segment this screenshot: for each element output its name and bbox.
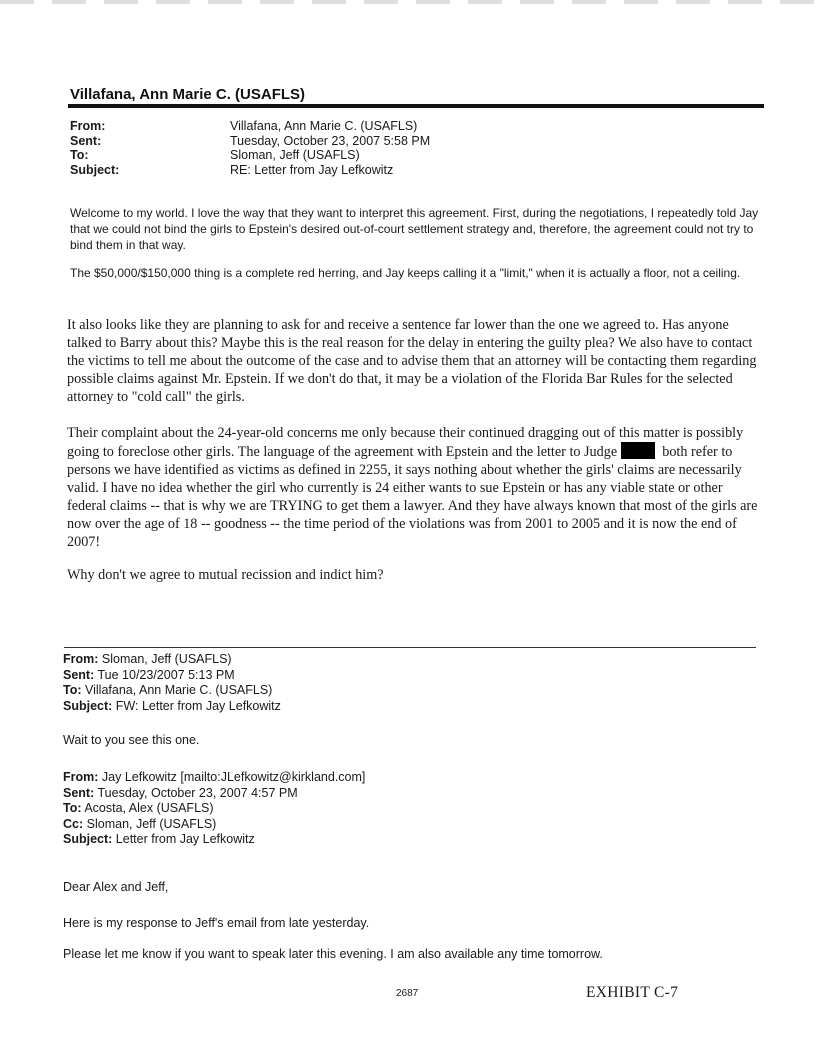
forward2-to-row xyxy=(63,801,365,817)
forward1-from-label: From: xyxy=(63,652,99,666)
header-sent-row xyxy=(70,134,430,149)
forward1-subject-label: Subject: xyxy=(63,698,113,713)
redaction-block xyxy=(621,442,655,459)
from-value: Villafana, Ann Marie C. (USAFLS) xyxy=(230,119,418,133)
forward1-sent-label: Sent: xyxy=(63,667,95,682)
forward2-subject-row xyxy=(63,832,365,848)
forward2-from-label: From: xyxy=(63,770,99,784)
forward2-from-row xyxy=(63,770,365,786)
forward-divider xyxy=(64,647,756,648)
forward2-sent-row xyxy=(63,786,365,802)
forward2-cc-value: Sloman, Jeff (USAFLS) xyxy=(86,816,217,831)
to-value: Sloman, Jeff (USAFLS) xyxy=(230,148,360,162)
header-to-row xyxy=(70,148,430,163)
body-paragraph-4 xyxy=(67,424,763,551)
forward2-line-1: Here is my response to Jeff's email from late yesterday. xyxy=(63,916,370,930)
paragraph-4-after-redaction: both refer to persons we have identified as victims as defined in 2255, it says nothing about whether the girls' claims are necessarily valid. I have no idea whether the girl who currently is 24 either wants to sue Epstein or has any viable state or other federal claims -- that is why we are TRYING to get them a lawyer. And they have always known that most of the girls are now over the age of 18 -- goodness -- the time period of the violations was from 2001 to 2005 and it is now the end of 2007! xyxy=(67,444,758,550)
forward1-from-row xyxy=(63,652,281,668)
forward1-to-row xyxy=(63,683,281,699)
forward2-from-value: Jay Lefkowitz [mailto:JLefkowitz@kirkland.com] xyxy=(101,770,366,784)
body-paragraph-2: The $50,000/$150,000 thing is a complete red herring, and Jay keeps calling it a "limit," when it is actually a floor, not a ceiling. xyxy=(70,266,741,280)
subject-value: RE: Letter from Jay Lefkowitz xyxy=(230,162,394,177)
forward1-to-value: Villafana, Ann Marie C. (USAFLS) xyxy=(85,683,273,697)
forward2-subject-label: Subject: xyxy=(63,832,113,846)
forward2-header xyxy=(63,770,365,848)
forward1-body: Wait to you see this one. xyxy=(63,733,200,747)
exhibit-label: EXHIBIT C-7 xyxy=(586,984,679,1001)
forward1-sent-value: Tue 10/23/2007 5:13 PM xyxy=(97,667,235,682)
forward2-greeting: Dear Alex and Jeff, xyxy=(63,880,169,894)
header-from-row xyxy=(70,119,430,134)
forward2-sent-value: Tuesday, October 23, 2007 4:57 PM xyxy=(97,785,298,800)
forward1-from-value: Sloman, Jeff (USAFLS) xyxy=(101,652,232,666)
forward2-subject-value: Letter from Jay Lefkowitz xyxy=(115,832,255,846)
from-label: From: xyxy=(70,119,106,133)
forward1-subject-row xyxy=(63,699,281,715)
forward2-sent-label: Sent: xyxy=(63,785,95,800)
to-label: To: xyxy=(70,148,89,162)
body-paragraph-3: It also looks like they are planning to ask for and receive a sentence far lower than the one we agreed to. Has anyone talked to Barry about this? Maybe this is the real reason for the delay in entering the guilty plea? We also have to contact the victims to tell me about the outcome of the case and to advise them that an attorney will be contacting them regarding possible claims against Mr. Epstein. If we don't do that, it may be a violation of the Florida Bar Rules for the selected attorney to "cold call" the girls. xyxy=(67,317,757,405)
sent-value: Tuesday, October 23, 2007 5:58 PM xyxy=(230,133,431,148)
document-title: Villafana, Ann Marie C. (USAFLS) xyxy=(70,86,306,103)
forward2-line-2: Please let me know if you want to speak later this evening. I am also available any time tomorrow. xyxy=(63,947,603,961)
page-number: 2687 xyxy=(396,988,419,999)
scan-edge-artifact xyxy=(0,0,824,4)
body-paragraph-5: Why don't we agree to mutual recission and indict him? xyxy=(67,567,384,583)
header-subject-row xyxy=(70,163,430,178)
sent-label: Sent: xyxy=(70,133,102,148)
forward1-to-label: To: xyxy=(63,683,82,697)
subject-label: Subject: xyxy=(70,162,120,177)
email-header xyxy=(70,119,430,177)
forward2-to-value: Acosta, Alex (USAFLS) xyxy=(84,801,214,815)
paragraph-4-before-redaction: Their complaint about the 24-year-old concerns me only because their continued dragging out of this matter is possibly going to foreclose other girls. The language of the agreement with Epstein and the letter to Judge xyxy=(67,425,744,460)
title-divider xyxy=(68,104,764,108)
forward2-cc-label: Cc: xyxy=(63,816,84,831)
forward1-header xyxy=(63,652,281,714)
forward2-cc-row xyxy=(63,817,365,833)
forward2-to-label: To: xyxy=(63,801,82,815)
forward1-subject-value: FW: Letter from Jay Lefkowitz xyxy=(115,698,281,713)
forward1-sent-row xyxy=(63,668,281,684)
body-paragraph-1: Welcome to my world. I love the way that they want to interpret this agreement. First, during the negotiations, I repeatedly told Jay that we could not bind the girls to Epstein's desired out-of-court settlement strategy and, therefore, the agreement could not try to bind them in that way. xyxy=(70,206,759,252)
